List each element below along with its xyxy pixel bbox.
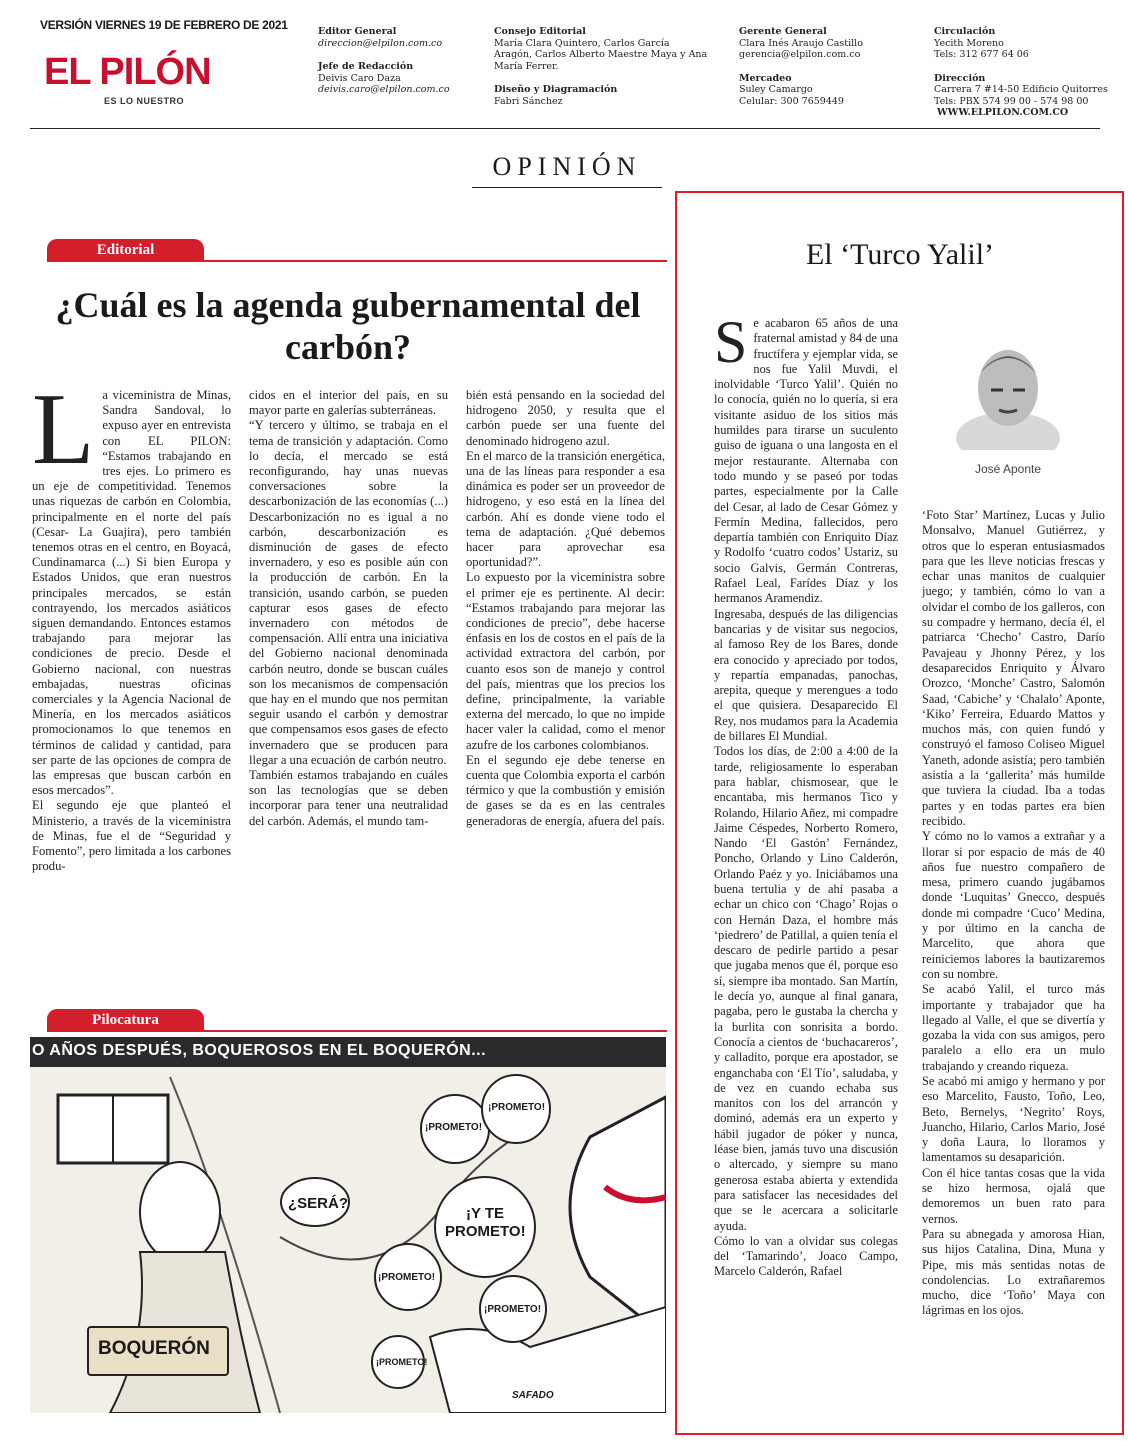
editorial-paragraph: En el marco de la transición energética, una de las líneas para responder a esa dinámica es poder ser un proveedor de hidrogeno, y eso está en la línea del carbón. Ahí es donde viene todo el tema de adaptación. ¿Qué debemos hacer para aprovechar esa oportunidad?”. <box>466 448 665 570</box>
cartoon-signature: SAFADO <box>512 1390 554 1401</box>
opinion-paragraph: Cómo lo van a olvidar sus colegas del ‘Tamarindo’, Joaco Campo, Marcelo Calderón, Rafael <box>714 1233 898 1279</box>
opinion-paragraph: ‘Foto Star’ Martínez, Lucas y Julio Monsalvo, Manuel Gutiérrez, y otros que lo esperan entusiasmados para que les lleve noticias frescas y echar unas manitos de cualquier juego; y también, cómo lo van a olvidar el combo de los galleros, con su compadre y hermano, decía él, el patriarca ‘Checho’ Castro, Darío Pavajeau y Jhonny Pérez, y los desaparecidos Enriquito y Álvaro Orozco, ‘Monche’ Castro, Salomón Saad, ‘Cabiche’ y ‘Chalalo’ Aponte, ‘Kiko’ Ferreira, Eduardo Mattos y muchos más, con quien fundó y construyó el famoso Coliseo Miguel Yaneth, adonde asistía; pero también asistía a la ‘gallerita’ más humilde que tuviera la ciudad. Iba a todas partes y en todas partes era bien recibido. <box>922 508 1105 828</box>
author-name: José Aponte <box>974 462 1042 476</box>
edition-date: VERSIÓN VIERNES 19 DE FEBRERO DE 2021 <box>40 18 288 32</box>
mercadeo-title: Mercadeo <box>739 72 792 84</box>
editorial-column-1 <box>32 373 231 875</box>
diseno-name: Fabri Sánchez <box>494 95 563 107</box>
section-rule <box>472 187 662 188</box>
editor-email[interactable]: direccion@elpilon.com.co <box>318 37 443 49</box>
editorial-title: ¿Cuál es la agenda gubernamental del carbón? <box>55 285 641 367</box>
logo-tagline: ES LO NUESTRO <box>104 96 185 106</box>
cartoon-label: Pilocatura <box>47 1009 204 1031</box>
bubble-question: ¿SERÁ? <box>288 1195 348 1212</box>
opinion-paragraph: Se acabó mi amigo y hermano y por eso Marcelito, Fausto, Toño, Leo, Beto, Bernelys, ‘Negrito’ Roys, Juancho, Hilario, Carlos Mario, José y doña Laura, lo lloramos y lamentamos su desaparición. <box>922 1073 1105 1165</box>
bubble-main-promise: ¡Y TE PROMETO! <box>445 1205 526 1240</box>
cartoon-rule <box>47 1030 667 1032</box>
cartoon-title: O AÑOS DESPUÉS, BOQUEROSOS EN EL BOQUERÓN... <box>32 1042 487 1059</box>
author-photo <box>955 338 1061 450</box>
section-title: OPINIÓN <box>492 152 642 181</box>
header-rule <box>30 128 1100 129</box>
editor-title: Editor General <box>318 26 397 37</box>
opinion-paragraph: Todos los días, de 2:00 a 4:00 de la tarde, religiosamente lo esperaban para hablar, chismosear, que le encantaba, mis hermanos Tico y Rolando, Hilario Añez, mi compadre Jaime Céspedes, Norberto Romero, Nando ‘El Gastón’ Fernández, Poncho, Orlando y Lino Calderón, Orlando Paéz y yo. Iniciábamos una buena tertulia y de ahí pasaba a echar un chico con ‘Chago’ Rojas o con Hernán Daza, el hombre más ‘piedrero’ de Patillal, a quien tenía el descaro de pedirle partido a pesar que jugaba menos que él, porque eso sí, siempre iba montado. San Martín, le decía yo, aunque al final ganara, pagaba, pero le gustaba la chercha y la burlita con sonrisita a bordo. Conocía a cientos de ‘buchacareros’, y calladito, porque era apostador, se enganchaba con ‘El Tío’, saludaba, y de vez en cuando echaba sus manitos con los del arrancón y dominó, además era un experto y hábil jugador de póker y nunca, léase bien, jamás tuvo una discusión o altercado, y siempre su mano generosa estaba abierta y extendida para satisfacer las necesidades del que se le acercara a solicitarle ayuda. <box>714 744 898 1233</box>
masthead-consejo <box>494 26 709 107</box>
gerente-name: Clara Inés Araujo Castillo <box>739 37 863 49</box>
opinion-title: El ‘Turco Yalil’ <box>805 238 995 271</box>
masthead-editor <box>318 26 483 96</box>
editorial-paragraph: También estamos trabajando en cuáles son las tecnologías que se deben incorporar para tener una neutralidad del carbón. Además, el mundo tam- <box>249 768 448 828</box>
consejo-title: Consejo Editorial <box>494 26 586 37</box>
opinion-paragraph: Ingresaba, después de las diligencias bancarias y de visitar sus negocios, al famoso Rey de los Bares, donde era conocido y apreciado por todos, y repartía empanadas, panochas, arepita, queque y merengues a todo el que quisiera. Desaparecido El Rey, nos mudamos para la Academia de billares El Mundial. <box>714 606 898 744</box>
dir-title: Dirección <box>934 72 986 84</box>
masthead-gerente <box>739 26 919 107</box>
website-link[interactable]: WWW.ELPILON.COM.CO <box>937 107 1069 118</box>
editorial-label: Editorial <box>47 239 204 261</box>
editorial-paragraph: Lo expuesto por la viceministra sobre el primer eje es pertinente. Al decir: “Estamos trabajando para mejorar las condiciones de precio”, debe hacerse énfasis en los de costos en el país de la actividad extractora del carbón, por cuanto esos son de manejo y control del país, mientras que los precios los define, principalmente, la variable externa del mercado, lo que no impide hacer valer la calidad, como el menor azufre de los carbones colombianos. <box>466 570 665 752</box>
jefe-title: Jefe de Redacción <box>318 61 414 72</box>
bubble-promise-5: ¡PROMETO! <box>376 1357 428 1367</box>
editorial-paragraph: En el segundo eje debe tenerse en cuenta que Colombia exporta el carbón térmico y que la combustión y emisión de gases se da es en las centrales generadoras de energía, afuera del país. <box>466 752 665 828</box>
editorial-paragraph: “Y tercero y último, se trabaja en el tema de transición y adaptación. Como lo decía, el mercado se está reconfigurando, hay unas nuevas conversaciones sobre la descarbonización de las economías (...) Descarbonización no es igual a no carbón, descarbonización es disminución de gases de efecto invernadero, y eso es posible aún con la producción de carbón. En la transición, usando carbón, se pueden capturar esos gases de efecto invernadero con métodos de compensación. Allí entra una iniciativa del Gobierno nacional denominada carbón neutro, donde se buscan cuáles son los mecanismos de compensación que hay en el mundo que nos permitan seguir usando el carbón y demostrar que compensamos esos gases de efecto invernadero que se producen para llegar a una ecuación de carbón neutro. <box>249 418 448 767</box>
dir-phone: Tels: PBX 574 99 00 - 574 98 00 <box>934 95 1089 107</box>
opinion-column-1 <box>714 309 898 1280</box>
bubble-promise-1: ¡PROMETO! <box>425 1122 483 1133</box>
circ-title: Circulación <box>934 26 996 37</box>
bubble-promise-4: ¡PROMETO! <box>484 1304 542 1315</box>
bubble-promise-3: ¡PROMETO! <box>378 1272 436 1283</box>
mercadeo-phone: Celular: 300 7659449 <box>739 95 844 107</box>
consejo-names: María Clara Quintero, Carlos García Aragón, Carlos Alberto Maestre Maya y Ana María Ferrer. <box>494 37 708 72</box>
circ-phone: Tels: 312 677 64 06 <box>934 49 1029 60</box>
opinion-paragraph: Para su abnegada y amorosa Hian, sus hijos Catalina, Dina, Muna y Pipe, mis más sentidas notas de condolencias. Lo extrañaremos mucho, dice ‘Toño’ Maya con lágrimas en los ojos. <box>922 1226 1105 1318</box>
mercadeo-name: Suley Camargo <box>739 84 813 95</box>
editorial-rule <box>47 260 667 262</box>
gerente-title: Gerente General <box>739 26 827 37</box>
editorial-paragraph: bién está pensando en la sociedad del hidrogeno 2050, y resulta que el carbón puede ser una fuente del denominado hidrogeno azul. <box>466 388 665 448</box>
opinion-dropcap: S <box>714 309 748 375</box>
editorial-dropcap: L <box>32 373 95 486</box>
editorial-paragraph: El segundo eje que planteó el Ministerio, a través de la viceministra de Minas, fue el de “Seguridad y Fomento”, pero limitada a los carbones produ- <box>32 798 231 874</box>
dir-address: Carrera 7 #14-50 Edificio Quitorres <box>934 84 1108 95</box>
editorial-paragraph: cidos en el interior del país, en su mayor parte en galerías subterráneas. <box>249 388 448 418</box>
opinion-paragraph: Y cómo no lo vamos a extrañar y a llorar si por espacio de más de 40 años fue nuestro compañero de mesa, primero cuando jugábamos donde ‘Luquitas’ Gnecco, después donde mi compadre ‘Cuco’ Medina, y por último en la cancha de Marcelito, que ahora que reiniciemos labores la bautizaremos con su nombre. <box>922 829 1105 981</box>
bubble-promise-2: ¡PROMETO! <box>488 1102 546 1113</box>
jefe-email[interactable]: deivis.caro@elpilon.com.co <box>318 84 450 95</box>
circ-name: Yecith Moreno <box>934 37 1004 49</box>
editorial-paragraph: a viceministra de Minas, Sandra Sandoval, lo expuso ayer en entrevista con EL PILON: “Estamos trabajando en tres ejes. Lo primero es un eje de competitividad. Tenemos unas riquezas de carbón en Colombia, principalmente en el norte del país (Cesar- La Guajira), pero también tenemos otras en el centro, en Boyacá, Cundinamarca (...) Si bien Europa y Estados Unidos, que eran nuestros principales mercados, se están contrayendo, los mercados asiáticos siguen demandando. Entonces estamos trabajando para mejorar las condiciones de precio. Desde el Gobierno nacional, con nuestras embajadas, nuestras oficinas comerciales y la Agencia Nacional de Minería, en los mercados asiáticos promocionamos lo que tenemos en términos de calidad y cantidad, para ser parte de las opciones de compra de las empresas que buscan carbón en esos mercados”. <box>32 388 231 798</box>
author-portrait-icon <box>955 338 1061 450</box>
editorial-column-3 <box>466 388 665 829</box>
opinion-paragraph: e acabaron 65 años de una fraternal amistad y 84 de una fructífera y ejemplar vida, se nos fue Yalil Muvdi, el inolvidable ‘Turco Yalil’. Quién no lo conocía, quién no lo quería, si era visitante asiduo de los sitios más humildes para tirarse un suculento guiso de iguana o una langosta en el mejor restaurante. Alternaba con todo mundo y se paseó por todas partes, especialmente por la Calle del Cesar, al lado de Cesar Gómez y Fermín Medina, fallecidos, pero departía también con Enriquito Díaz y Rodolfo ‘cuatro codos’ Ustariz, su socio Galvis, Germán Contreras, Rafael Leal, Farídes Díaz y los hermanos Aramendiz. <box>714 316 898 606</box>
opinion-paragraph: Con él hice tantas cosas que la vida se hizo hermosa, ojalá que demoremos un buen rato para vernos. <box>922 1165 1105 1226</box>
opinion-paragraph: Se acabó Yalil, el turco más importante y trabajador que ha llegado al Valle, el que se divertía y gozaba la vida con sus amigos, pero paralelo a ello era un mulo trabajando y creando riqueza. <box>922 982 1105 1073</box>
opinion-column-2 <box>922 508 1105 1319</box>
newspaper-logo[interactable]: EL PILÓN <box>44 51 211 93</box>
boqueron-sign: BOQUERÓN <box>98 1338 210 1359</box>
editorial-column-2 <box>249 388 448 829</box>
jefe-name: Deivis Caro Daza <box>318 72 401 84</box>
diseno-title: Diseño y Diagramación <box>494 84 618 95</box>
gerente-email[interactable]: gerencia@elpilon.com.co <box>739 49 861 60</box>
masthead-circulacion <box>934 26 1114 119</box>
